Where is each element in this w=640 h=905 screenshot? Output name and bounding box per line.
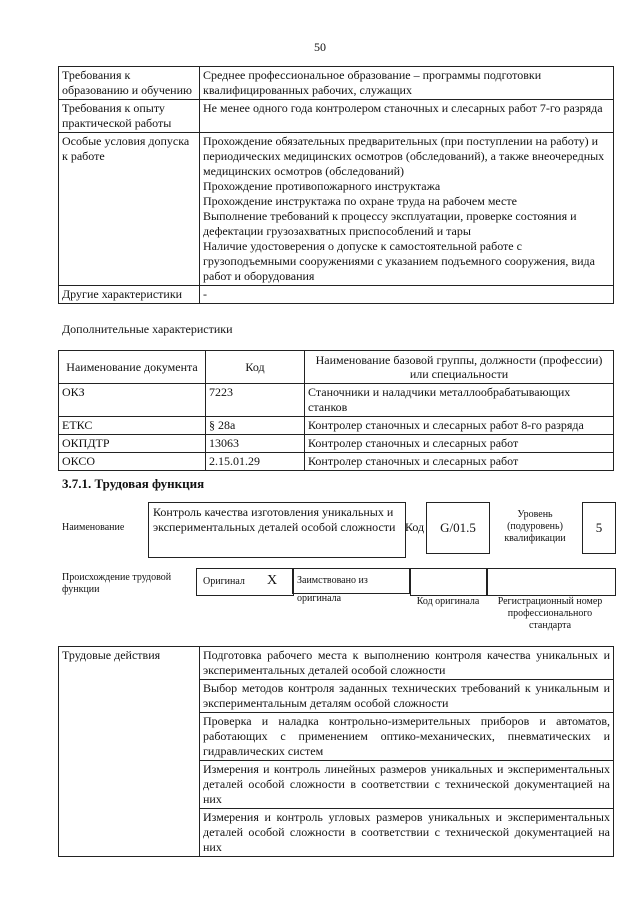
origin-borrowed-box [292,568,410,604]
additional-table [58,350,614,471]
table-row [59,647,614,680]
row-value: Среднее профессиональное образование – программы подготовки квалифицированных рабочих, служащих [200,67,614,100]
action-item: Подготовка рабочего места к выполнению контроля качества уникальных и экспериментальных деталей особой сложности [200,647,614,680]
table-cell: § 28а [206,417,305,435]
table-row [59,133,614,286]
function-code-box: G/01.5 [426,502,490,554]
row-label: Требования к образованию и обучению [59,67,200,100]
action-item: Выбор методов контроля заданных технических требований к уникальным и экспериментальным деталям особой сложности [200,680,614,713]
level-label: Уровень (подуровень) квалификации [504,509,566,544]
action-item: Измерения и контроль угловых размеров уникальных и экспериментальных деталей особой сложности в соответствии с технической документацией на них [200,809,614,857]
origin-reg-box [486,568,616,596]
origin-code-box [410,568,488,596]
name-label: Наименование [62,522,125,533]
level-box: 5 [582,502,616,554]
table-row [59,286,614,304]
table-header-row [59,351,614,384]
row-label: Другие характеристики [59,286,200,304]
code-original-caption: Код оригинала [416,596,480,607]
table-cell: Контролер станочных и слесарных работ 8-го разряда [305,417,614,435]
table-cell: 2.15.01.29 [206,453,305,471]
row-value [200,133,614,286]
function-name-box: Контроль качества изготовления уникальных и экспериментальных деталей особой сложности [148,502,406,558]
table-cell: ОКПДТР [59,435,206,453]
code-label: Код [405,520,425,534]
row-value: Не менее одного года контролером станочных и слесарных работ 7-го разряда [200,100,614,133]
original-mark: X [267,573,278,588]
table-row [59,384,614,417]
column-header: Наименование документа [59,351,206,384]
table-cell: Контролер станочных и слесарных работ [305,435,614,453]
condition-item: Прохождение противопожарного инструктажа [203,179,441,193]
table-cell: Станочники и наладчики металлообрабатывающих станков [305,384,614,417]
row-label: Особые условия допуска к работе [59,133,200,286]
column-header: Код [206,351,305,384]
table-row [59,100,614,133]
column-header: Наименование базовой группы, должности (профессии) или специальности [305,351,614,384]
origin-label: Происхождение трудовой функции [62,572,172,595]
actions-label: Трудовые действия [59,647,200,857]
table-cell: 13063 [206,435,305,453]
table-row [59,453,614,471]
page-number: 50 [314,40,326,54]
condition-item: Прохождение обязательных предварительных (при поступлении на работу) и периодических медицинских осмотров (обследований), а также внеочередных медицинских осмотров (обследований) [203,134,605,178]
table-row [59,417,614,435]
action-item: Измерения и контроль линейных размеров уникальных и экспериментальных деталей особой сложности в соответствии с технической документацией на них [200,761,614,809]
table-cell: ЕТКС [59,417,206,435]
labor-actions-table [58,646,614,857]
origin-original-box [196,568,294,596]
table-cell: ОКЗ [59,384,206,417]
original-label: Оригинал [203,576,245,587]
function-heading: 3.7.1. Трудовая функция [62,476,205,491]
row-label: Требования к опыту практической работы [59,100,200,133]
table-row [59,67,614,100]
condition-item: Прохождение инструктажа по охране труда на рабочем месте [203,194,517,208]
additional-characteristics-header: Дополнительные характеристики [62,322,233,336]
table-cell: 7223 [206,384,305,417]
requirements-table [58,66,614,304]
condition-item: Наличие удостоверения о допуске к самостоятельной работе с грузоподъемными сооружениями с указанием подъемного сооружения, вида работ и оборудования [203,239,595,283]
row-value: - [200,286,614,304]
table-row [59,435,614,453]
table-cell: ОКСО [59,453,206,471]
condition-item: Выполнение требований к процессу эксплуатации, проверке состояния и дефектации грузозахватных приспособлений и тары [203,209,577,238]
reg-number-caption: Регистрационный номер профессионального стандарта [497,596,603,631]
action-item: Проверка и наладка контрольно-измерительных приборов и автоматов, работающих с применением оптико-механических, пневматических и гидравлических систем [200,713,614,761]
borrowed-label: Заимствовано из оригинала [297,575,368,604]
table-cell: Контролер станочных и слесарных работ [305,453,614,471]
